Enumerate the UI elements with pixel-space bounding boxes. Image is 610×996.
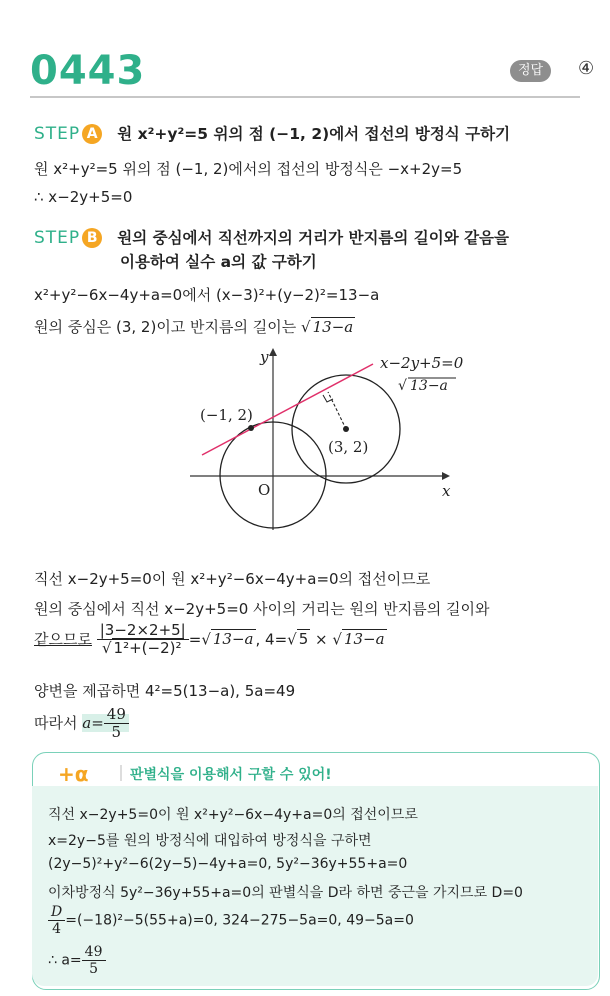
step-a-heading (34, 122, 510, 144)
step-a-line2: ∴ x−2y+5=0 (34, 188, 133, 206)
tangent-point (248, 425, 254, 431)
final-answer-fraction (104, 706, 129, 742)
tip-line6 (48, 944, 106, 977)
tip-d-over-4 (48, 904, 65, 937)
y-axis-label: y (260, 348, 269, 366)
problem-number: 0443 (30, 48, 146, 94)
step-b-line2-sqrt: 13−a (312, 318, 354, 336)
solution-line2: 원의 중심에서 직선 x−2y+5=0 사이의 거리는 원의 반지름의 길이와 (34, 600, 490, 618)
solution-line3-sqrt2: 5 (298, 630, 309, 649)
answer-badge: 정답 (510, 60, 551, 82)
step-b-line2-text: 원의 중심은 (3, 2)이고 반지름의 길이는 (34, 318, 297, 336)
step-b-word: STEP (34, 228, 81, 248)
final-answer-numerator: 49 (104, 706, 129, 724)
distance-denominator-sqrt: 1²+(−2)² (113, 639, 182, 658)
tip-line6-prefix: ∴ a= (48, 952, 82, 969)
distance-denominator: √ 1²+(−2)² (101, 639, 182, 658)
tip-line4: 이차방정식 5y²−36y+55+a=0의 판별식을 D라 하면 중근을 가지므로 D=0 (48, 885, 523, 901)
step-b-title-line2: 이용하여 실수 a의 값 구하기 (120, 253, 317, 271)
solution-line3-prefix: 같으므로 (34, 630, 92, 649)
x-axis-arrow-icon (442, 472, 450, 480)
tip-answer-denominator: 5 (89, 961, 99, 978)
final-answer-lhs: a= (82, 713, 104, 732)
line-equation-label: x−2y+5=0 (380, 354, 464, 372)
tip-line5-rest: =(−18)²−5(55+a)=0, 324−275−5a=0, 49−5a=0 (65, 912, 414, 929)
solution-line5 (34, 706, 129, 742)
radius-sqrt-sign: √ (398, 378, 407, 394)
circle-tangent-figure (180, 340, 500, 540)
x-axis-label: x (442, 482, 451, 500)
step-b-line2 (34, 316, 355, 337)
tip-line2: x=2y−5를 원의 방정식에 대입하여 방정식을 구하면 (48, 833, 372, 849)
final-answer-denominator: 5 (111, 723, 122, 742)
solution-line3-sqrt1: 13−a (212, 630, 254, 649)
tip-title: 판별식을 이용해서 구할 수 있어! (130, 767, 332, 783)
step-a-word: STEP (34, 124, 81, 144)
y-axis-arrow-icon (269, 348, 277, 356)
solution-line3 (34, 622, 387, 658)
tip-d-numerator: D (48, 904, 65, 921)
solution-line3-mid: , 4= (255, 630, 288, 649)
header-divider (30, 96, 580, 98)
sqrt-sign: √ (332, 630, 342, 649)
sqrt-sign: √ (201, 630, 211, 649)
step-b-title-line1: 원의 중심에서 직선까지의 거리가 반지름의 길이와 같음을 (117, 229, 509, 247)
tip-d-denominator: 4 (52, 921, 62, 938)
distance-fraction (97, 622, 189, 658)
solution-line3-times: × (310, 630, 333, 649)
step-b-letter: B (82, 228, 102, 248)
radius-segment (328, 392, 346, 429)
step-a-letter: A (82, 124, 102, 144)
step-a-title: 원 x²+y²=5 위의 점 (−1, 2)에서 접선의 방정식 구하기 (117, 125, 511, 143)
plus-alpha-icon: +α (58, 762, 89, 786)
sqrt-sign: √ (287, 630, 297, 649)
radius-label: 13−a (410, 378, 448, 394)
solution-line3-sqrt3: 13−a (343, 630, 385, 649)
step-b-heading (34, 226, 509, 248)
point2-label: (3, 2) (328, 438, 369, 456)
tip-separator (120, 765, 122, 781)
answer-value: ④ (578, 58, 595, 79)
tip-line1: 직선 x−2y+5=0이 원 x²+y²−6x−4y+a=0의 접선이므로 (48, 807, 418, 823)
origin-label: O (258, 481, 271, 499)
step-b-line1: x²+y²−6x−4y+a=0에서 (x−3)²+(y−2)²=13−a (34, 286, 380, 304)
center-point (343, 426, 349, 432)
solution-line4: 양변을 제곱하면 4²=5(13−a), 5a=49 (34, 682, 296, 700)
step-a-line1: 원 x²+y²=5 위의 점 (−1, 2)에서의 접선의 방정식은 −x+2y=5 (34, 160, 463, 178)
tip-answer-fraction (82, 944, 106, 977)
solution-line3-eq: = (188, 630, 202, 649)
distance-numerator: |3−2×2+5| (97, 622, 189, 640)
solution-line5-prefix: 따라서 (34, 713, 78, 732)
sqrt-sign: √ (301, 318, 311, 336)
tip-line5 (48, 904, 414, 937)
right-angle-mark (323, 395, 333, 402)
tip-answer-numerator: 49 (82, 944, 106, 961)
solution-line1: 직선 x−2y+5=0이 원 x²+y²−6x−4y+a=0의 접선이므로 (34, 570, 431, 588)
tip-line3: (2y−5)²+y²−6(2y−5)−4y+a=0, 5y²−36y+55+a=0 (48, 856, 408, 872)
point1-label: (−1, 2) (200, 406, 253, 424)
final-answer (82, 705, 129, 742)
